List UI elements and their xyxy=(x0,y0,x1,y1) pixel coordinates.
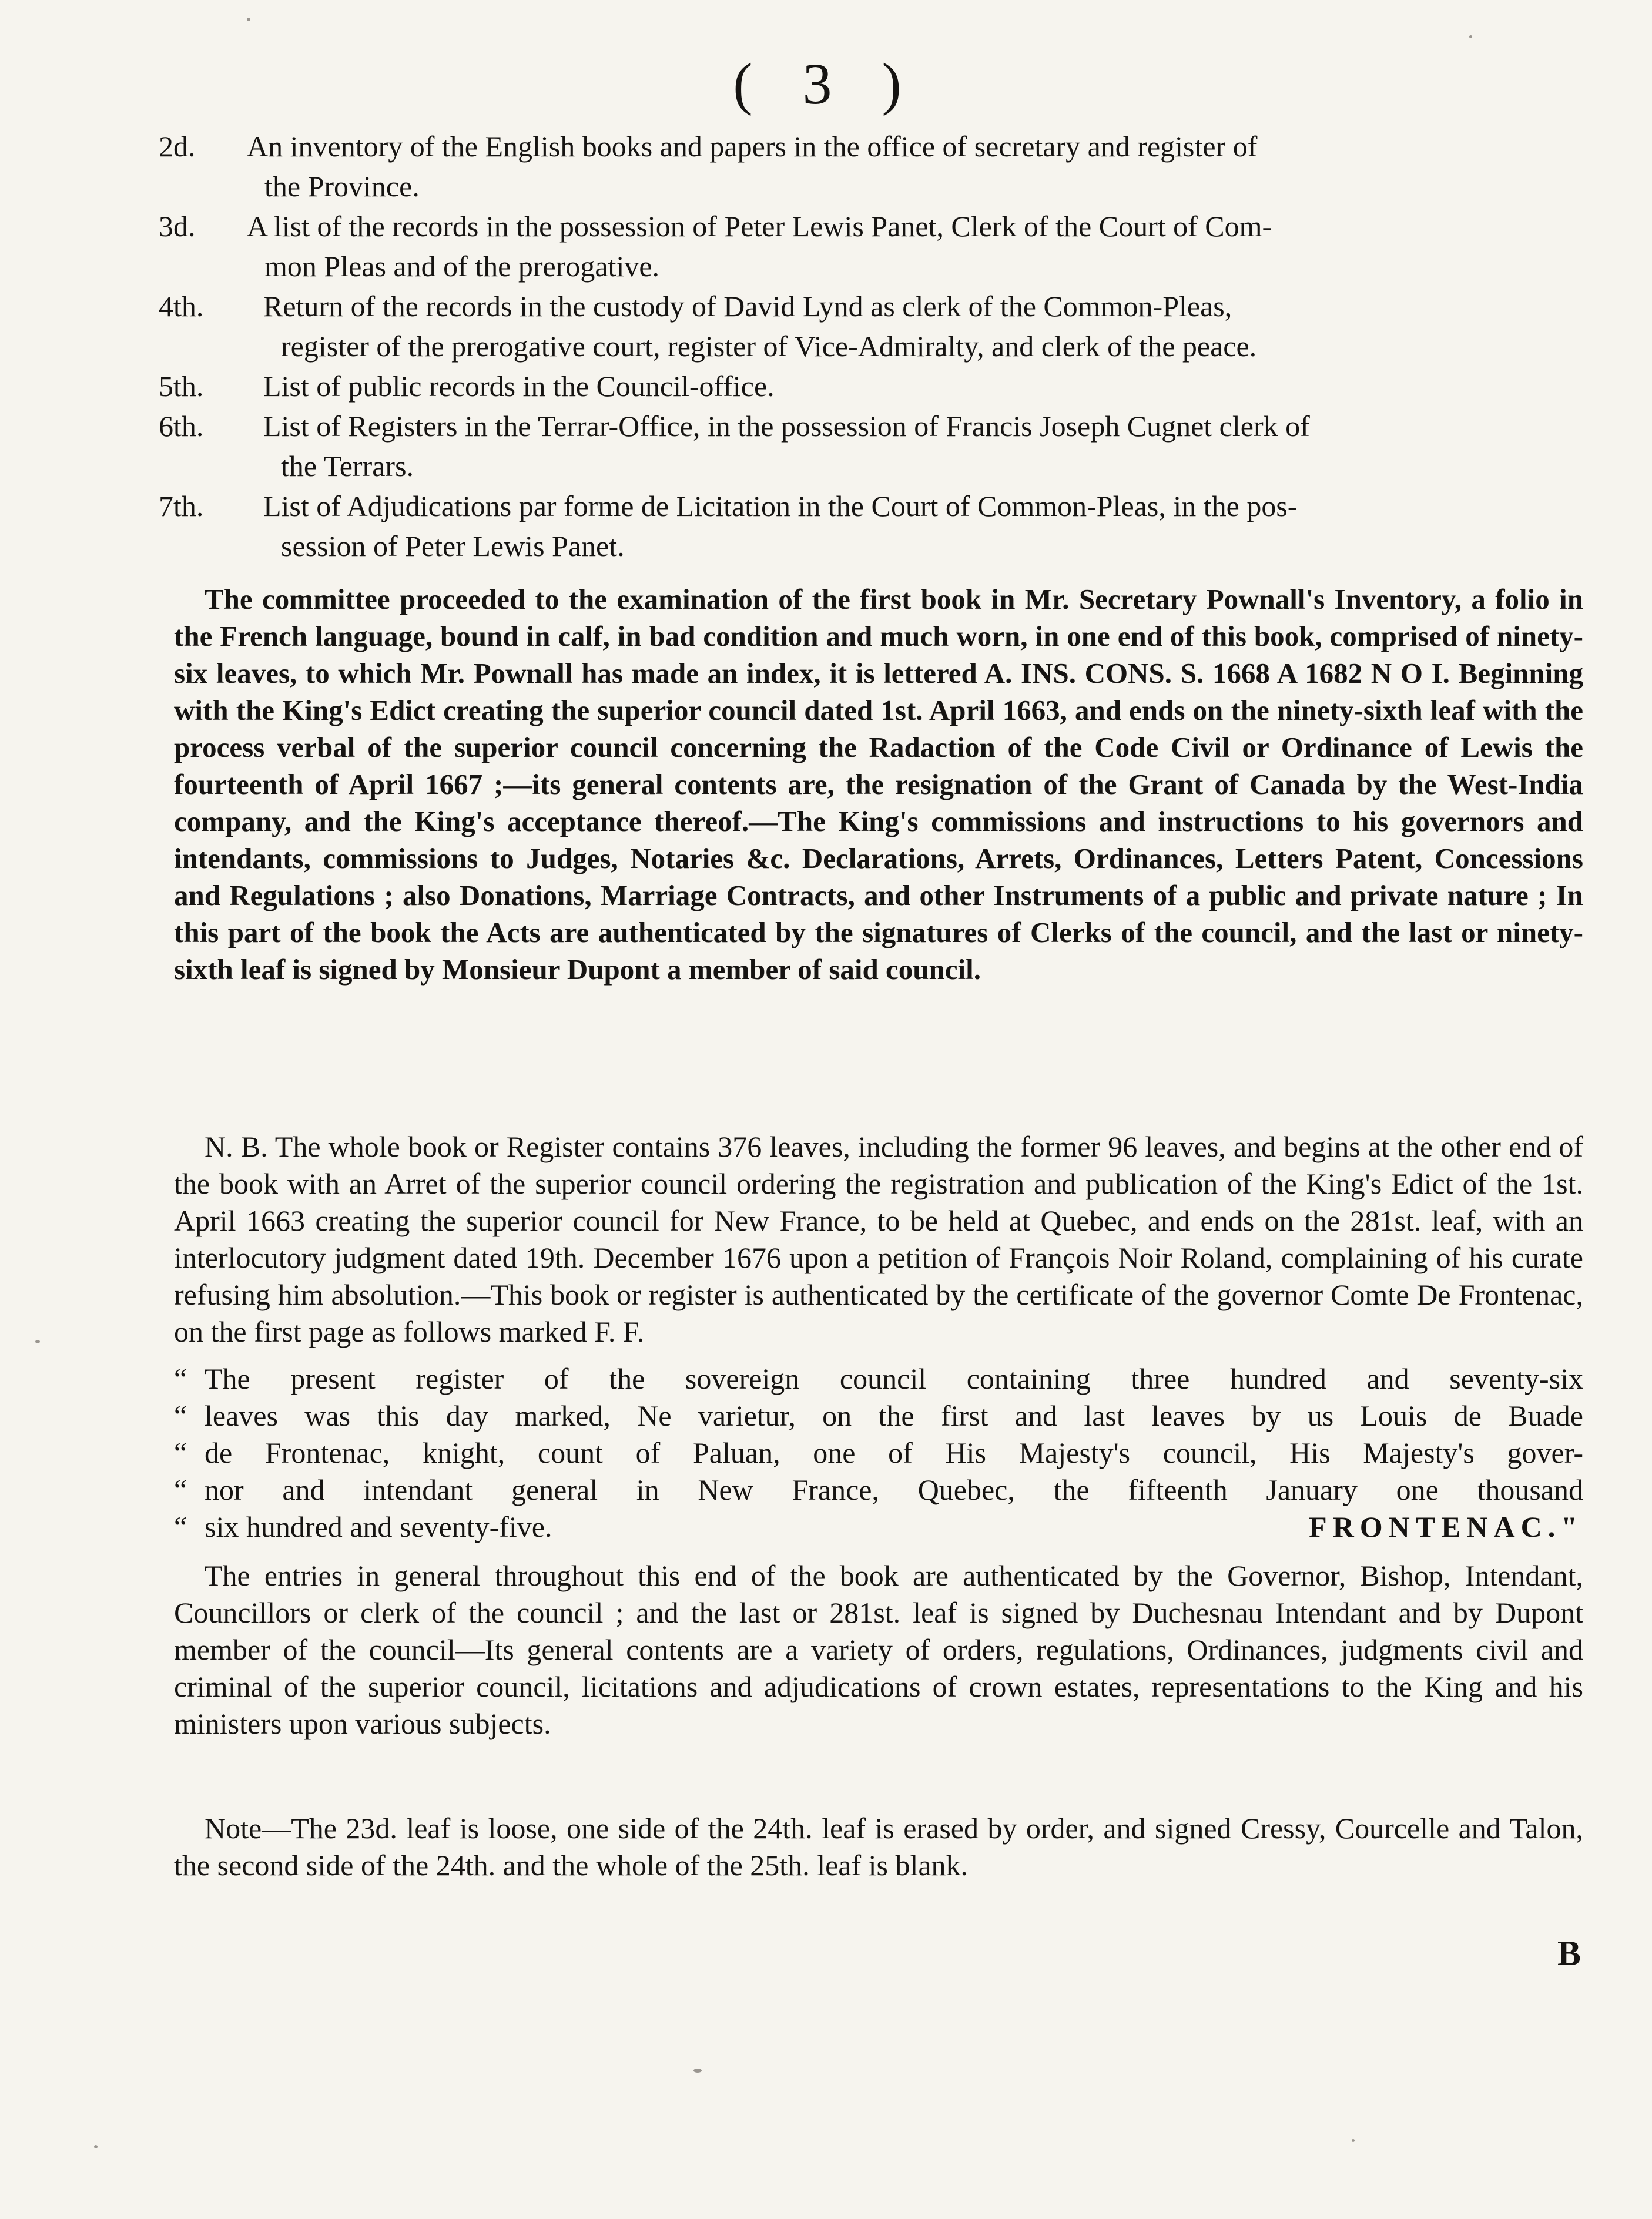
quote-line: “ leaves was this day marked, Ne varietur, on the first and last leaves by us Louis de Buade xyxy=(174,1397,1583,1434)
list-item xyxy=(159,286,1581,366)
entry-number: 6th. xyxy=(159,410,204,443)
entry-number: 2d. xyxy=(159,130,196,163)
signature-mark: B xyxy=(1557,1934,1581,1973)
paragraph-entries-authentication: The entries in general throughout this end of the book are authenticated by the Governor, Bishop, Intendant, Councillors or clerk of the council ; and the last or 281st. leaf is signed by Duchesnau Intendant and by Dupont member of the council—Its general contents are a variety of orders, regulations, Ordinances, judgments civil and criminal of the superior council, licitations and adjudications of crown estates, representations to the King and his ministers upon various subjects. xyxy=(174,1559,1583,1740)
list-item xyxy=(159,126,1581,206)
entry-list xyxy=(159,126,1581,566)
paragraph-committee-examination: The committee proceeded to the examination of the first book in Mr. Secretary Pownall's Inventory, a folio in the French language, bound in calf, in bad condition and much worn, in one end of this book, comprised of ninety-six leaves, to which Mr. Pownall has made an index, it is lettered A. INS. CONS. S. 1668 A 1682 N O I. Beginning with the King's Edict creating the superior council dated 1st. April 1663, and ends on the ninety-sixth leaf with the process verbal of the superior council concerning the Radaction of the Code Civil or Ordinance of Lewis the fourteenth of April 1667 ;—its general contents are, the resignation of the Grant of Canada by the West-India company, and the King's acceptance thereof.—The King's commissions and instructions to his governors and intendants, commissions to Judges, Notaries &c. Declarations, Arrets, Ordinances, Letters Patent, Concessions and Regulations ; also Donations, Marriage Contracts, and other Instruments of a public and private nature ; In this part of the book the Acts are authenticated by the signatures of Clerks of the council, and the last or ninety-sixth leaf is signed by Monsieur Dupont a member of said council. xyxy=(174,583,1583,986)
quote-line: “ de Frontenac, knight, count of Paluan, one of His Majesty's council, His Majesty's gover- xyxy=(174,1434,1583,1471)
list-item xyxy=(159,366,1581,406)
page-number: ( 3 ) xyxy=(733,51,919,116)
entry-text: An inventory of the English books and papers in the office of secretary and register of xyxy=(247,130,1258,163)
list-item xyxy=(159,486,1581,566)
paragraph-nota-bene: N. B. The whole book or Register contains 376 leaves, including the former 96 leaves, and begins at the other end of the book with an Arret of the superior council ordering the registration and publication of the King's Edict of the 1st. April 1663 creating the superior council for New France, to be held at Quebec, and ends on the 281st. leaf, with an interlocutory judgment dated 19th. December 1676 upon a petition of François Noir Roland, complaining of his curate refusing him absolution.—This book or register is authenticated by the certificate of the governor Comte De Frontenac, on the first page as follows marked F. F. xyxy=(174,1130,1583,1348)
entry-number: 3d. xyxy=(159,210,196,243)
entry-continuation: session of Peter Lewis Panet. xyxy=(281,529,625,562)
entry-continuation: register of the prerogative court, register of Vice-Admiralty, and clerk of the peace. xyxy=(281,330,1257,363)
entry-text: List of public records in the Council-office. xyxy=(263,370,775,403)
quote-line: “ six hundred and seventy-five. xyxy=(174,1509,1583,1546)
entry-text: A list of the records in the possession of Peter Lewis Panet, Clerk of the Court of Com- xyxy=(247,210,1272,243)
entry-text: Return of the records in the custody of David Lynd as clerk of the Common-Pleas, xyxy=(263,290,1232,323)
entry-continuation: mon Pleas and of the prerogative. xyxy=(264,250,660,283)
quote-line: “ The present register of the sovereign council containing three hundred and seventy-six xyxy=(174,1360,1583,1397)
entry-text: List of Registers in the Terrar-Office, in the possession of Francis Joseph Cugnet clerk of xyxy=(263,410,1310,443)
entry-continuation: the Terrars. xyxy=(281,450,414,482)
entry-number: 7th. xyxy=(159,490,204,522)
entry-text: List of Adjudications par forme de Licitation in the Court of Common-Pleas, in the pos- xyxy=(263,490,1298,522)
frontenac-signature: FRONTENAC." xyxy=(1309,1510,1583,1543)
entry-number: 5th. xyxy=(159,370,204,403)
entry-number: 4th. xyxy=(159,290,204,323)
list-item xyxy=(159,406,1581,486)
quote-line: “ nor and intendant general in New France, Quebec, the fifteenth January one thousand xyxy=(174,1471,1583,1509)
frontenac-certificate-quote xyxy=(174,1360,1583,1546)
list-item xyxy=(159,206,1581,286)
paragraph-note-loose-leaf: Note—The 23d. leaf is loose, one side of the 24th. leaf is erased by order, and signed Cressy, Courcelle and Talon, the second side of the 24th. and the whole of the 25th. leaf is blank. xyxy=(174,1812,1583,1882)
entry-continuation: the Province. xyxy=(264,170,420,203)
